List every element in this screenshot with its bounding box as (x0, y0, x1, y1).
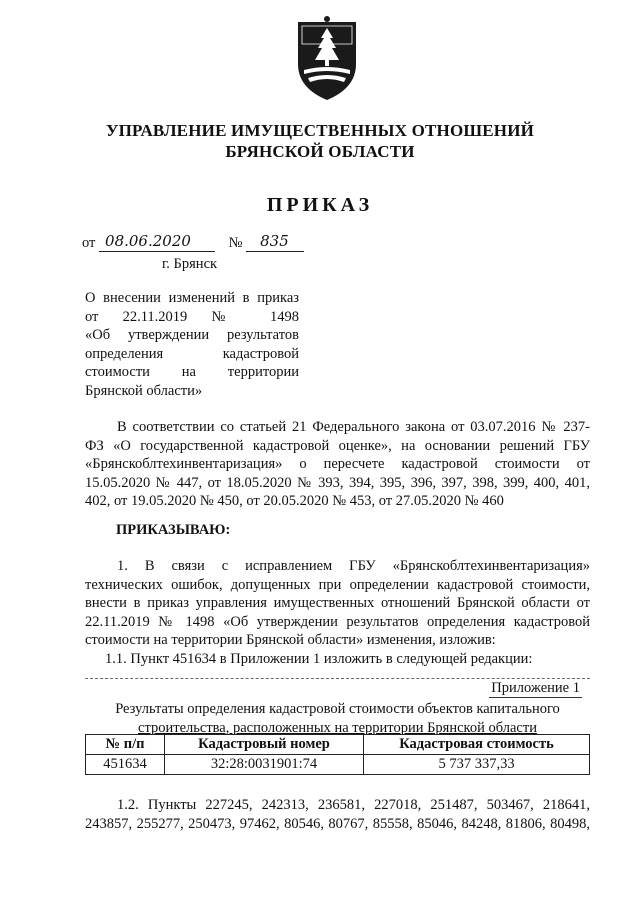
table-row (86, 755, 590, 775)
cell-cadastral-value: 5 737 337,33 (364, 755, 590, 775)
appendix-header (85, 676, 590, 700)
preamble-line: «Брянскоблтехинвентаризация» о пересчете кадастровой стоимости от (85, 456, 590, 472)
preamble-line: 402, от 19.05.2020 № 450, от 20.05.2020 № 453, от 27.05.2020 № 460 (85, 493, 504, 509)
document-type-title: ПРИКАЗ (266, 194, 374, 216)
subject-line: от 22.11.2019 № 1498 (85, 308, 299, 325)
scan-dashed-line (85, 678, 590, 679)
preamble-line: 15.05.2020 № 447, от 18.05.2020 № 393, 394, 395, 396, 397, 398, 399, 400, 401, (85, 474, 590, 491)
cadastral-table (85, 734, 590, 775)
item-1-line: 1. В связи с исправлением ГБУ «Брянскоблтехинвентаризация» (117, 558, 590, 574)
table-header-row (86, 735, 590, 755)
city: г. Брянск (162, 256, 218, 272)
subject-block (85, 289, 299, 400)
cell-cadastral-number: 32:28:0031901:74 (165, 755, 364, 775)
subject-line: стоимости на территории (85, 364, 299, 380)
item-1-1-line: 1.1. Пункт 451634 в Приложении 1 изложить в следующей редакции: (105, 650, 533, 667)
appendix-label: Приложение 1 (491, 680, 580, 696)
number-field (246, 233, 304, 252)
preamble-line: В соответствии со статьей 21 Федерального закона от 03.07.2016 № 237- (117, 419, 590, 435)
item-1-line: внести в приказ управления имущественных отношений Брянской области от (85, 595, 590, 611)
column-header-cadastral-number: Кадастровый номер (165, 735, 364, 755)
item-1-line: 22.11.2019 № 1498 «Об утверждении результатов определения кадастровой (85, 613, 590, 630)
subject-line: О внесении изменений в приказ (85, 290, 299, 306)
date-prefix: от (82, 235, 96, 251)
appendix-title-line: Результаты определения кадастровой стоимости объектов капитального (115, 701, 560, 717)
date-number-line (82, 233, 304, 252)
item-1-2-paragraph (85, 796, 590, 833)
item-1-paragraph (85, 557, 590, 668)
item-1-line: стоимости на территории Брянской области» изменения, изложив: (85, 632, 496, 648)
subject-line: «Об утверждении результатов (85, 327, 299, 343)
item-1-line: технических ошибок, допущенных при определении кадастровой стоимости, (85, 576, 590, 593)
organization-name-line2: БРЯНСКОЙ ОБЛАСТИ (225, 142, 415, 161)
cell-number: 451634 (86, 755, 165, 775)
appendix-title (85, 700, 590, 737)
item-1-2-line: 1.2. Пункты 227245, 242313, 236581, 227018, 251487, 503467, 218641, (117, 797, 590, 813)
date-field (99, 233, 215, 252)
subject-line: Брянской области» (85, 382, 203, 399)
order-word: ПРИКАЗЫВАЮ: (116, 522, 231, 538)
organization-name-line1: УПРАВЛЕНИЕ ИМУЩЕСТВЕННЫХ ОТНОШЕНИЙ (105, 121, 535, 140)
preamble-paragraph (85, 418, 590, 511)
number-prefix: № (228, 235, 243, 251)
column-header-number: № п/п (86, 735, 165, 755)
handwritten-date: 08.06.2020 (105, 232, 191, 250)
item-1-2-line: 243857, 255277, 250473, 97462, 80546, 80767, 85558, 85046, 84248, 81806, 80498, (85, 815, 590, 832)
coat-of-arms-icon (292, 14, 362, 106)
appendix-title-line: строительства, расположенных на территории Брянской области (138, 719, 537, 736)
handwritten-number: 835 (260, 232, 289, 250)
preamble-line: ФЗ «О государственной кадастровой оценке», на основании решений ГБУ (85, 437, 590, 454)
column-header-cadastral-value: Кадастровая стоимость (364, 735, 590, 755)
subject-line: определения кадастровой (85, 345, 299, 362)
